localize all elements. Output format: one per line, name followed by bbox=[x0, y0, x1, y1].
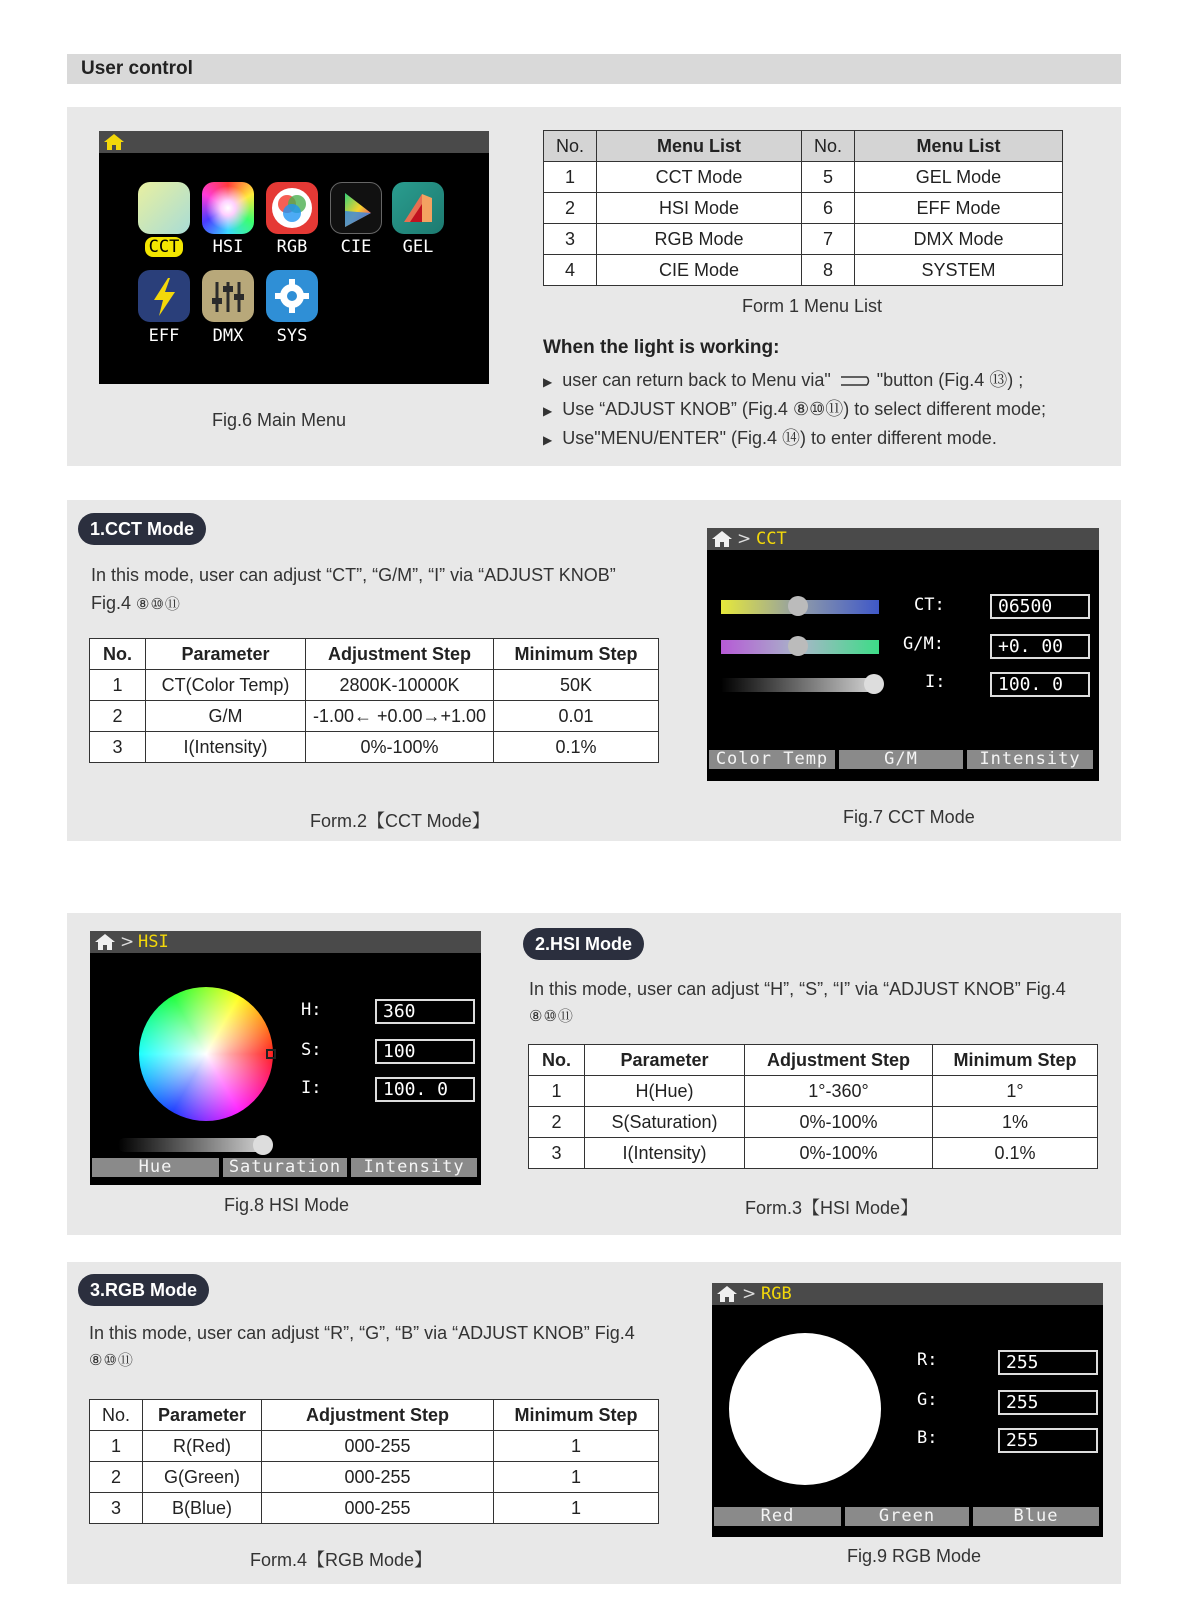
table-cell: 50K bbox=[494, 670, 659, 701]
screen-topbar bbox=[707, 528, 1099, 550]
cct-icon[interactable] bbox=[138, 182, 190, 234]
screen-topbar bbox=[90, 931, 481, 953]
table-cell: 1 bbox=[494, 1462, 659, 1493]
home-icon[interactable] bbox=[711, 530, 733, 548]
slider-knob[interactable] bbox=[788, 636, 808, 656]
rgb-icon[interactable] bbox=[266, 182, 318, 234]
table-cell: 1° bbox=[933, 1076, 1098, 1107]
table-cell: 1 bbox=[529, 1076, 585, 1107]
menu-panel bbox=[67, 107, 1121, 466]
table-row bbox=[529, 1076, 1098, 1107]
table-cell: 1 bbox=[90, 1431, 143, 1462]
cct-panel bbox=[67, 500, 1121, 841]
form4-caption: Form.4【RGB Mode】 bbox=[250, 1550, 433, 1570]
cct-description: In this mode, user can adjust “CT”, “G/M”, “I” via “ADJUST KNOB” bbox=[91, 565, 616, 585]
table-header: No. bbox=[802, 131, 855, 162]
table-row bbox=[544, 224, 1063, 255]
cct-mode-pill: 1.CCT Mode bbox=[78, 513, 206, 545]
table-cell: 1% bbox=[933, 1107, 1098, 1138]
menu-list-table bbox=[543, 130, 1063, 286]
bullet-text: Use “ADJUST KNOB” (Fig.4 ⑧⑩⑪) to select different mode; bbox=[562, 399, 1046, 419]
table-cell: G/M bbox=[146, 701, 306, 732]
hsi-icon[interactable] bbox=[202, 182, 254, 234]
hsi-screen bbox=[90, 931, 481, 1185]
gm-label: G/M: bbox=[903, 634, 944, 654]
bullet-text: user can return back to Menu via" bbox=[562, 370, 831, 390]
h-value-field[interactable]: 360 bbox=[375, 999, 475, 1024]
fig8-caption: Fig.8 HSI Mode bbox=[224, 1195, 350, 1215]
tab-color-temp[interactable]: Color Temp bbox=[709, 750, 835, 769]
form3-caption: Form.3【HSI Mode】 bbox=[745, 1198, 919, 1218]
table-header: No. bbox=[544, 131, 597, 162]
s-label: S: bbox=[301, 1040, 322, 1060]
table-cell: 2 bbox=[529, 1107, 585, 1138]
tab-intensity[interactable]: Intensity bbox=[351, 1158, 477, 1177]
table-header-row bbox=[90, 1400, 659, 1431]
breadcrumb-chevron-icon: > bbox=[120, 932, 135, 952]
intensity-slider[interactable] bbox=[721, 678, 879, 692]
g-label: G: bbox=[917, 1390, 938, 1410]
table-header-row bbox=[90, 639, 659, 670]
table-cell: 0.1% bbox=[494, 732, 659, 763]
table-cell: 3 bbox=[90, 1493, 143, 1524]
table-row bbox=[544, 162, 1063, 193]
cct-label: CCT bbox=[134, 237, 194, 257]
table-cell: H(Hue) bbox=[585, 1076, 745, 1107]
slider-knob[interactable] bbox=[864, 674, 884, 694]
bullet-triangle-icon: ▶ bbox=[543, 375, 553, 389]
breadcrumb-current: CCT bbox=[756, 529, 787, 549]
table-cell: 3 bbox=[544, 224, 597, 255]
screen-topbar bbox=[712, 1283, 1103, 1305]
form2-caption: Form.2【CCT Mode】 bbox=[310, 811, 490, 831]
ct-slider[interactable] bbox=[721, 600, 879, 614]
i-value-field[interactable]: 100. 0 bbox=[375, 1077, 475, 1102]
table-row bbox=[544, 193, 1063, 224]
bullet-item bbox=[543, 395, 1046, 421]
table-cell: 2 bbox=[90, 701, 146, 732]
tab-red[interactable]: Red bbox=[714, 1507, 841, 1526]
working-title: When the light is working: bbox=[543, 337, 780, 358]
table-cell: 1 bbox=[90, 670, 146, 701]
table-row bbox=[529, 1107, 1098, 1138]
table-header: Parameter bbox=[585, 1045, 745, 1076]
fig6-caption: Fig.6 Main Menu bbox=[212, 410, 347, 430]
gm-value-field[interactable]: +0. 00 bbox=[990, 634, 1090, 659]
table-cell: 0%-100% bbox=[745, 1107, 933, 1138]
section-header bbox=[67, 54, 1121, 84]
table-cell: 1 bbox=[494, 1493, 659, 1524]
h-label: H: bbox=[301, 1000, 322, 1020]
table-cell: CIE Mode bbox=[597, 255, 802, 286]
cie-label: CIE bbox=[340, 237, 372, 257]
table-cell: 2800K-10000K bbox=[306, 670, 494, 701]
table-cell: EFF Mode bbox=[855, 193, 1063, 224]
table-header: Minimum Step bbox=[933, 1045, 1098, 1076]
table-header: Minimum Step bbox=[494, 639, 659, 670]
bullet-item bbox=[543, 366, 1023, 392]
i-label: I: bbox=[925, 672, 946, 692]
cie-icon[interactable] bbox=[330, 182, 382, 234]
table-cell: 4 bbox=[544, 255, 597, 286]
table-cell: B(Blue) bbox=[143, 1493, 262, 1524]
table-cell: G(Green) bbox=[143, 1462, 262, 1493]
table-row bbox=[544, 255, 1063, 286]
table-row bbox=[90, 732, 659, 763]
breadcrumb-current: HSI bbox=[138, 932, 169, 952]
hsi-description-refs: ⑧⑩⑪ bbox=[529, 1008, 574, 1025]
slider-knob[interactable] bbox=[253, 1135, 273, 1155]
home-icon[interactable] bbox=[94, 933, 116, 951]
rgb-label: RGB bbox=[276, 237, 308, 257]
table-cell: 8 bbox=[802, 255, 855, 286]
ct-value-field[interactable]: 06500 bbox=[990, 594, 1090, 619]
table-row bbox=[90, 1462, 659, 1493]
table-header: Minimum Step bbox=[494, 1400, 659, 1431]
cct-table bbox=[89, 638, 659, 763]
table-row bbox=[90, 670, 659, 701]
screen-topbar bbox=[99, 131, 489, 153]
r-value-field[interactable]: 255 bbox=[998, 1350, 1098, 1375]
sys-icon[interactable] bbox=[266, 270, 318, 322]
table-header: Adjustment Step bbox=[745, 1045, 933, 1076]
table-cell: 2 bbox=[90, 1462, 143, 1493]
gel-label: GEL bbox=[402, 237, 434, 257]
table-cell: 000-255 bbox=[262, 1493, 494, 1524]
slider-knob[interactable] bbox=[788, 596, 808, 616]
table-cell: 3 bbox=[529, 1138, 585, 1169]
table-cell: 1 bbox=[494, 1431, 659, 1462]
rgb-mode-pill: 3.RGB Mode bbox=[78, 1274, 209, 1306]
rgb-description-refs: ⑧⑩⑪ bbox=[89, 1352, 134, 1369]
home-icon[interactable] bbox=[716, 1285, 738, 1303]
table-cell: 000-255 bbox=[262, 1462, 494, 1493]
b-label: B: bbox=[917, 1428, 938, 1448]
table-row bbox=[90, 1493, 659, 1524]
table-header: Menu List bbox=[597, 131, 802, 162]
table-cell: 000-255 bbox=[262, 1431, 494, 1462]
fig-ref-numbers: ⑧⑩⑪ bbox=[136, 596, 181, 613]
table-cell: 5 bbox=[802, 162, 855, 193]
table-cell: 3 bbox=[90, 732, 146, 763]
dmx-icon[interactable] bbox=[202, 270, 254, 322]
table-cell: 1°-360° bbox=[745, 1076, 933, 1107]
table-header: Menu List bbox=[855, 131, 1063, 162]
table-cell: 7 bbox=[802, 224, 855, 255]
rgb-table bbox=[89, 1399, 659, 1524]
b-value-field[interactable]: 255 bbox=[998, 1428, 1098, 1453]
table-cell: RGB Mode bbox=[597, 224, 802, 255]
bullet-text-suffix: "button (Fig.4 ⑬) ; bbox=[876, 370, 1024, 390]
table-header: Adjustment Step bbox=[306, 639, 494, 670]
table-header: No. bbox=[529, 1045, 585, 1076]
table-header: Parameter bbox=[143, 1400, 262, 1431]
table-cell: HSI Mode bbox=[597, 193, 802, 224]
cct-description-line2 bbox=[91, 589, 181, 619]
table-header: No. bbox=[90, 639, 146, 670]
r-label: R: bbox=[917, 1350, 938, 1370]
rgb-panel bbox=[67, 1262, 1121, 1584]
breadcrumb-chevron-icon: > bbox=[742, 1284, 757, 1304]
table-cell: CT(Color Temp) bbox=[146, 670, 306, 701]
gm-slider[interactable] bbox=[721, 640, 879, 654]
table-cell: 0%-100% bbox=[306, 732, 494, 763]
tab-green[interactable]: Green bbox=[845, 1507, 969, 1526]
g-value-field[interactable]: 255 bbox=[998, 1390, 1098, 1415]
table-cell: -1.00← +0.00→+1.00 bbox=[306, 701, 494, 732]
dmx-label: DMX bbox=[212, 326, 244, 346]
i-label: I: bbox=[301, 1078, 322, 1098]
sys-label: SYS bbox=[276, 326, 308, 346]
form1-caption: Form 1 Menu List bbox=[742, 296, 883, 316]
rgb-description: In this mode, user can adjust “R”, “G”, “B” via “ADJUST KNOB” Fig.4 bbox=[89, 1323, 635, 1343]
table-cell: 6 bbox=[802, 193, 855, 224]
table-header: Parameter bbox=[146, 639, 306, 670]
breadcrumb-current: RGB bbox=[761, 1284, 792, 1304]
table-cell: 1 bbox=[544, 162, 597, 193]
table-cell: DMX Mode bbox=[855, 224, 1063, 255]
table-header-row bbox=[529, 1045, 1098, 1076]
table-cell: 0.01 bbox=[494, 701, 659, 732]
breadcrumb-chevron-icon: > bbox=[737, 529, 752, 549]
hsi-table bbox=[528, 1044, 1098, 1169]
home-icon[interactable] bbox=[103, 133, 125, 151]
fig-ref: Fig.4 bbox=[91, 593, 137, 613]
color-preview-circle bbox=[729, 1333, 881, 1485]
table-header: No. bbox=[90, 1400, 143, 1431]
rgb-screen bbox=[712, 1283, 1103, 1537]
hue-marker[interactable] bbox=[266, 1049, 276, 1059]
gel-icon[interactable] bbox=[392, 182, 444, 234]
bullet-triangle-icon: ▶ bbox=[543, 404, 553, 418]
hsi-mode-pill: 2.HSI Mode bbox=[523, 928, 644, 960]
tab-gm[interactable]: G/M bbox=[839, 750, 963, 769]
return-button-icon bbox=[837, 374, 871, 388]
hsi-panel bbox=[67, 913, 1121, 1235]
table-cell: CCT Mode bbox=[597, 162, 802, 193]
eff-label: EFF bbox=[148, 326, 180, 346]
table-row bbox=[90, 1431, 659, 1462]
table-cell: I(Intensity) bbox=[146, 732, 306, 763]
hsi-description: In this mode, user can adjust “H”, “S”, “I” via “ADJUST KNOB” Fig.4 bbox=[529, 979, 1066, 999]
table-cell: S(Saturation) bbox=[585, 1107, 745, 1138]
tab-blue[interactable]: Blue bbox=[973, 1507, 1099, 1526]
table-cell: SYSTEM bbox=[855, 255, 1063, 286]
table-cell: 0%-100% bbox=[745, 1138, 933, 1169]
table-cell: 2 bbox=[544, 193, 597, 224]
fig7-caption: Fig.7 CCT Mode bbox=[843, 807, 975, 827]
ct-label: CT: bbox=[914, 595, 945, 615]
tab-hue[interactable]: Hue bbox=[92, 1158, 219, 1177]
table-header-row bbox=[544, 131, 1063, 162]
tab-intensity[interactable]: Intensity bbox=[967, 750, 1093, 769]
bullet-item bbox=[543, 424, 997, 450]
main-menu-screen bbox=[99, 131, 489, 384]
fig9-caption: Fig.9 RGB Mode bbox=[847, 1546, 982, 1566]
table-cell: GEL Mode bbox=[855, 162, 1063, 193]
s-value-field[interactable]: 100 bbox=[375, 1039, 475, 1064]
tab-saturation[interactable]: Saturation bbox=[223, 1158, 347, 1177]
section-title: User control bbox=[81, 58, 193, 79]
bullet-text: Use"MENU/ENTER" (Fig.4 ⑭) to enter different mode. bbox=[562, 428, 997, 448]
table-cell: R(Red) bbox=[143, 1431, 262, 1462]
bullet-triangle-icon: ▶ bbox=[543, 433, 553, 447]
hue-wheel[interactable] bbox=[139, 987, 273, 1121]
table-cell: 0.1% bbox=[933, 1138, 1098, 1169]
hsi-intensity-slider[interactable] bbox=[118, 1138, 269, 1152]
table-row bbox=[90, 701, 659, 732]
cct-screen bbox=[707, 528, 1099, 781]
eff-icon[interactable] bbox=[138, 270, 190, 322]
table-cell: I(Intensity) bbox=[585, 1138, 745, 1169]
i-value-field[interactable]: 100. 0 bbox=[990, 672, 1090, 697]
table-row bbox=[529, 1138, 1098, 1169]
table-header: Adjustment Step bbox=[262, 1400, 494, 1431]
hsi-label: HSI bbox=[212, 237, 244, 257]
